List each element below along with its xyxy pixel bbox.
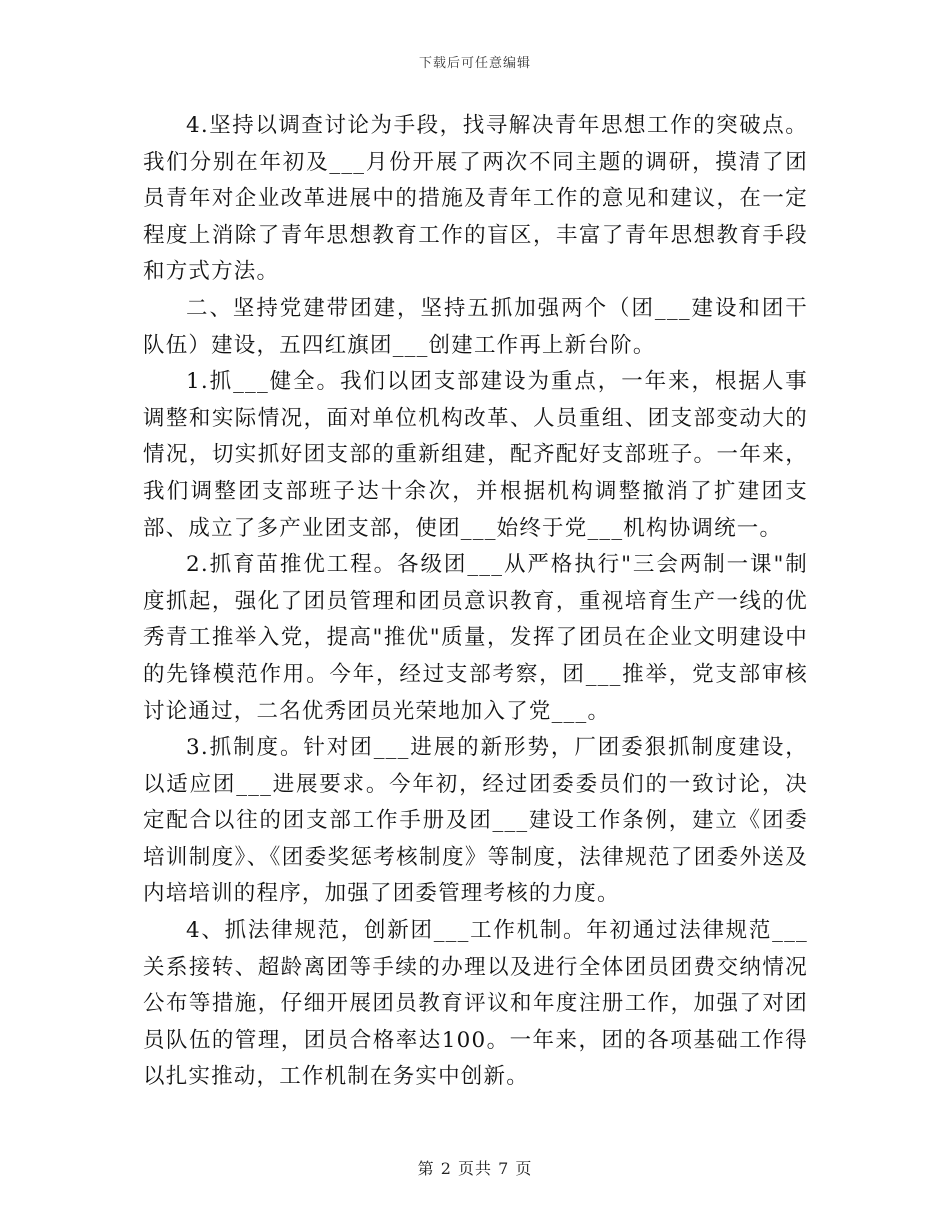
paragraph-organization: 1.抓___健全。我们以团支部建设为重点，一年来，根据人事调整和实际情况，面对单位机构改革、人员重组、团支部变动大的情况，切实抓好团支部的重新组建，配齐配好支部班子。一年来，我们调整团支部班子达十余次，并根据机构调整撤消了扩建团支部、成立了多产业团支部，使团___始终于党___机构协调统一。 (143, 369, 808, 541)
page-header: 下载后可任意编辑 (418, 56, 531, 71)
paragraph-investigation: 4.坚持以调查讨论为手段，找寻解决青年思想工作的突破点。我们分别在年初及___月份开展了两次不同主题的调研，摸清了团员青年对企业改革进展中的措施及青年工作的意见和建议，在一定程度上消除了青年思想教育工作的盲区，丰富了青年思想教育手段和方式方法。 (143, 113, 808, 285)
page-number: 第 2 页共 7 页 (417, 1159, 533, 1178)
document-body (143, 108, 808, 1096)
paragraph-recommendation: 2.抓育苗推优工程。各级团___从严格执行"三会两制一课"制度抓起，强化了团员管理和团员意识教育，重视培育生产一线的优秀青工推举入党，提高"推优"质量，发挥了团员在企业文明建设中的先锋模范作用。今年，经过支部考察，团___推举，党支部审核讨论通过，二名优秀团员光荣地加入了党___。 (143, 552, 808, 724)
paragraph-system: 3.抓制度。针对团___进展的新形势，厂团委狠抓制度建设，以适应团___进展要求。今年初，经过团委委员们的一致讨论，决定配合以往的团支部工作手册及团___建设工作条例，建立《团委培训制度》、《团委奖惩考核制度》等制度，法律规范了团委外送及内培培训的程序，加强了团委管理考核的力度。 (143, 735, 808, 907)
paragraph-mechanism: 4、抓法律规范，创新团___工作机制。年初通过法律规范___关系接转、超龄离团等手续的办理以及进行全体团员团费交纳情况公布等措施，仔细开展团员教育评议和年度注册工作，加强了对团员队伍的管理，团员合格率达100。一年来，团的各项基础工作得以扎实推动，工作机制在务实中创新。 (143, 918, 808, 1090)
paragraph-section-two-heading: 二、坚持党建带团建，坚持五抓加强两个（团___建设和团干队伍）建设，五四红旗团___创建工作再上新台阶。 (143, 295, 808, 358)
